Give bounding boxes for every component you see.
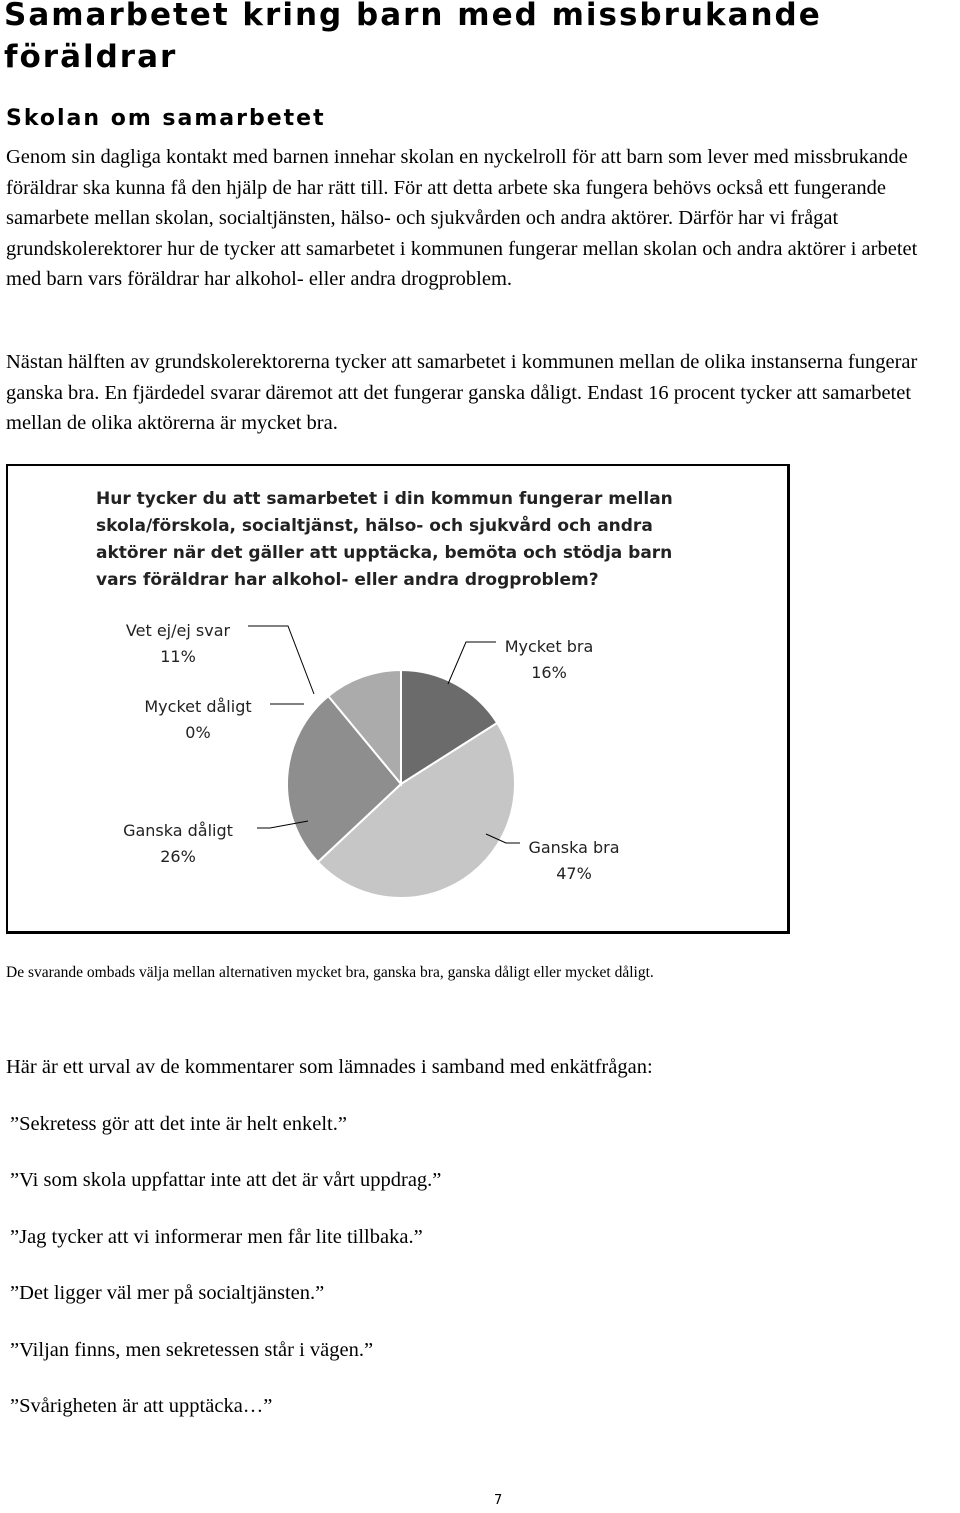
pie-chart-figure	[6, 464, 790, 934]
quote: ”Jag tycker att vi informerar men får lite tillbaka.”	[10, 1226, 423, 1248]
quote: ”Viljan finns, men sekretessen står i vägen.”	[10, 1339, 374, 1361]
pie-chart	[8, 466, 788, 932]
chart-caption: De svarande ombads välja mellan alternativen mycket bra, ganska bra, ganska dåligt eller mycket dåligt.	[6, 964, 654, 981]
slice-value-vet-ej-ej-svar: 11%	[160, 647, 196, 666]
quote: ”Svårigheten är att upptäcka…”	[10, 1395, 273, 1417]
body-paragraph: Genom sin dagliga kontakt med barnen innehar skolan en nyckelroll för att barn som lever med missbrukande föräldrar ska kunna få den hjälp de har rätt till. För att detta arbete ska fungera behövs också ett fungerande samarbete mellan skolan, socialtjänsten, hälso- och sjukvården och andra aktörer. Därför har vi frågat grundskolerektorer hur de tycker att samarbetet i kommunen fungerar mellan skolan och andra aktörer i arbetet med barn vars föräldrar har alkohol- eller andra drogproblem.	[6, 146, 918, 290]
chart-title: Hur tycker du att samarbetet i din kommun fungerar mellan skola/förskola, socialtjänst, hälso- och sjukvård och andra aktörer när det gäller att upptäcka, bemöta och stödja barn vars föräldrar har alkohol- eller andra drogproblem?	[96, 489, 673, 590]
slice-label-ganska-daligt: Ganska dåligt	[123, 821, 233, 840]
slice-label-mycket-daligt: Mycket dåligt	[144, 697, 252, 716]
slice-label-mycket-bra: Mycket bra	[504, 637, 594, 656]
comments-intro: Här är ett urval av de kommentarer som lämnades i samband med enkätfrågan:	[6, 1056, 653, 1078]
section-heading: Skolan om samarbetet	[6, 106, 326, 131]
slice-label-vet-ej-ej-svar: Vet ej/ej svar	[125, 621, 231, 640]
body-paragraph: Nästan hälften av grundskolerektorerna tycker att samarbetet i kommunen mellan de olika instanserna fungerar ganska bra. En fjärdedel svarar däremot att det fungerar ganska dåligt. Endast 16 procent tycker att samarbetet mellan de olika aktörerna är mycket bra.	[6, 351, 918, 434]
leader-line-mycket-bra	[448, 642, 496, 684]
quote: ”Sekretess gör att det inte är helt enkelt.”	[10, 1113, 347, 1135]
leader-line-vet-ej-ej-svar	[248, 626, 314, 694]
slice-value-ganska-daligt: 26%	[160, 847, 196, 866]
slice-value-mycket-daligt: 0%	[185, 723, 211, 742]
quote: ”Det ligger väl mer på socialtjänsten.”	[10, 1282, 325, 1304]
page-number: 7	[494, 1493, 503, 1508]
page-title: Samarbetet kring barn med missbrukande föräldrar	[4, 0, 822, 75]
slice-label-ganska-bra: Ganska bra	[528, 838, 620, 857]
slice-value-mycket-bra: 16%	[531, 663, 567, 682]
quote: ”Vi som skola uppfattar inte att det är vårt uppdrag.”	[10, 1169, 442, 1191]
slice-value-ganska-bra: 47%	[556, 864, 592, 883]
